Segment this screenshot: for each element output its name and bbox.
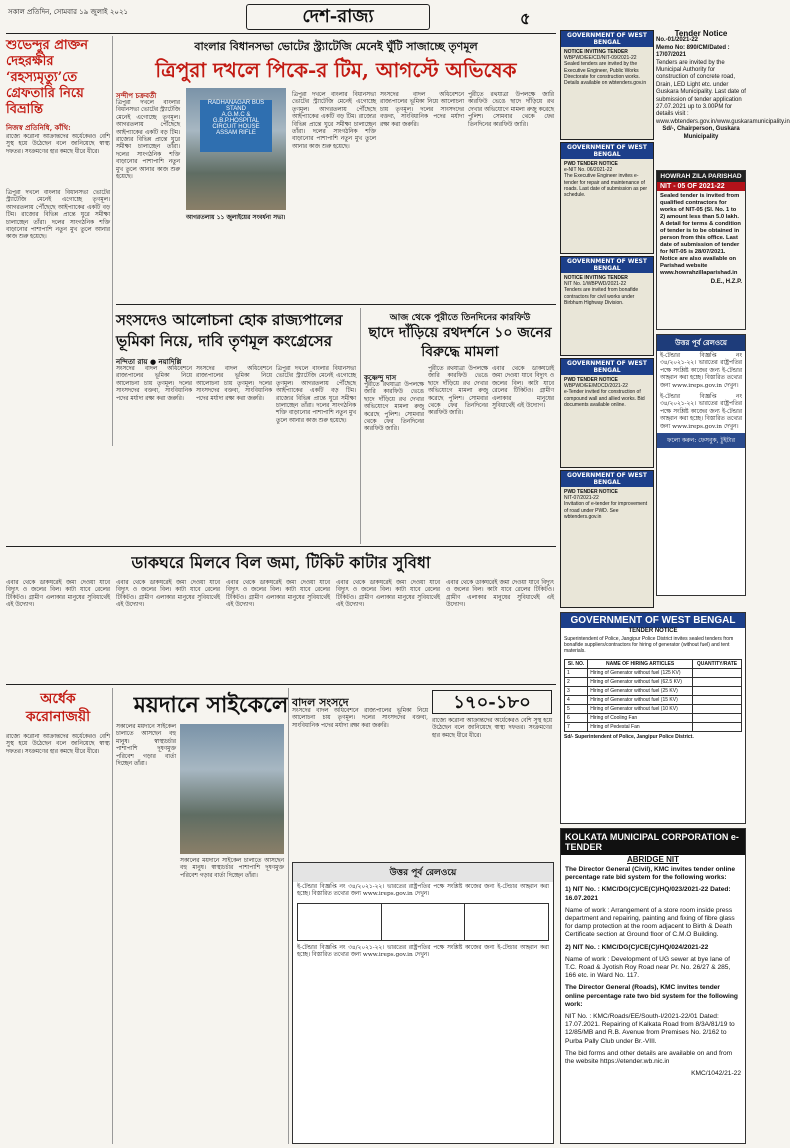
left-story-body: রাজ্যে করোনা আক্রান্তদের অর্ধেকেরও বেশি সুস্থ হয়ে উঠেছেন বলে জানিয়েছে স্বাস্থ্য দফতর। সংক্রমণের হার কমছে ধীরে ধীরে।: [6, 134, 110, 155]
lead-photo-caption: আগরতলায় ১১ জুলাইয়ের সংবর্ধনা সভা।: [186, 214, 286, 221]
story8-headline: ১৭০-১৮০: [432, 690, 552, 714]
notice-5-ref: NIT-07/2021-22: [564, 495, 599, 502]
lead-photo: [186, 88, 286, 210]
ne-railway-notice: [656, 334, 746, 596]
howrah-ref: NIT - 05 OF 2021-22: [657, 182, 745, 191]
story3-byline: কৃষ্ণেন্দু দাস: [364, 373, 397, 382]
story4-col4: এবার থেকে ডাকঘরেই জমা দেওয়া যাবে বিদ্যুৎ ও জলের বিল। কাটা যাবে রেলের টিকিটও। গ্রামীণ এলাকার মানুষের সুবিধার্থেই এই উদ্যোগ।: [336, 580, 440, 609]
kmc-p5: Name of work : Development of UG sewer at bye lane of T.C. Road & Jyotish Roy Road near Pr. No. 26/27 & 285, 166 etc. in Ward No. 117.: [565, 955, 731, 980]
story7-headline: বাদল সংসদে: [292, 696, 349, 709]
notice-3-head: GOVERNMENT OF WEST BENGAL: [561, 257, 653, 273]
notice-2-body: The Executive Engineer invites e-tender for repair and maintenance of roads. Last date of submission as per schedule.: [564, 173, 648, 199]
story6-col2: সকালের ময়দানে সাইকেল চালাতে আসছেন বহু মানুষ। স্বাস্থ্যচর্চার পাশাপাশি দূষণমুক্ত পরিবেশ গড়ার বার্তা দিচ্ছেন তাঁরা।: [180, 858, 284, 879]
rail-tender-box: [292, 862, 554, 1144]
notice-4: [560, 358, 654, 468]
story2-col1: সংসদের বাদল অধিবেশনে রাজ্যপালের ভূমিকা নিয়ে আলোচনা চায় তৃণমূল। দলের সাংসদদের বক্তব্য, সাংবিধানিক পদের মর্যাদা রক্ষা করা জরুরি।: [116, 366, 192, 402]
notice-4-ref: WBPWD/EE/MDCD/2021-22: [564, 383, 628, 390]
left-story-byline: নিজস্ব প্রতিনিধি, কাঁথি:: [6, 123, 71, 132]
kmc-p3: Name of work : Arrangement of a store room inside press department and repairing, painting and fixing of fibre glass for damp protection at the room adjacent to Birth & Death Certificate section at Ground floor of C.M.O Building.: [565, 906, 735, 939]
table-row: 6 Hiring of Cooling Fan: [565, 713, 742, 722]
ne-railway-body2: ই-টেন্ডার বিজ্ঞপ্তি নং ৩৪/২০২১-২২। ভারতের রাষ্ট্রপতির পক্ষে সংশ্লিষ্ট কাজের জন্য ই-টেন্ডার আহ্বান করা হচ্ছে। বিস্তারিত তথ্যের জন্য www.ireps.gov.in দেখুন।: [660, 394, 742, 430]
dateline: সকাল প্রতিদিন, সোমবার ১৯ জুলাই ২০২১: [8, 8, 129, 16]
kmc-p7: NIT No. : KMC/Roads/EE/South-I/2021-22/01 Dated: 17.07.2021. Repairing of Kalkata Road from 8/3A/81/19 to 12/85/MB and R.B. Avenue from Premises No. 2/162 to Purba Pally Club under Br.-VIII.: [565, 1013, 735, 1045]
gov-wb-sub: TENDER NOTICE: [628, 628, 678, 634]
rail-tender-head: উত্তর পূর্ব রেলওয়ে: [293, 863, 553, 882]
story3-kicker: আজ থেকে পুরীতে তিনদিনের কারফিউ: [389, 313, 531, 323]
notice-3-body: Tenders are invited from bonafide contractors for civil works under Birbhum Highway Division.: [564, 287, 639, 306]
ne-railway-footer: ফলো করুন: ফেসবুক, টুইটার: [657, 433, 745, 448]
story6-headline: ময়দানে সাইকেলে: [133, 692, 289, 718]
story5-headline: অর্ধেক করোনাজয়ী: [25, 691, 91, 725]
ne-railway-head: উত্তর পূর্ব রেলওয়ে: [657, 335, 745, 351]
lead-body-col1: ত্রিপুরা দখলে বাংলার বিধানসভা ভোটের স্ট্র্যাটেজি মেনেই এগোচ্ছে তৃণমূল। আগরতলায় পৌঁছেছে আইপ্যাকের একটি বড় টিম। রাজ্যের বিভিন্ন প্রান্তে ঘুরে সমীক্ষা চালাচ্ছেন তাঁরা। দলের সাংগঠনিক শক্তি বাড়ানোর পাশাপাশি নতুন মুখ তুলে আনার কাজ শুরু হয়েছে।: [116, 100, 180, 181]
left-story-headline: শুভেন্দুর প্রাক্তন দেহরক্ষীর ‘রহস্যমৃত্যু’তে গ্রেফতারি নিয়ে বিভ্রান্তি: [6, 38, 89, 117]
notice-2-head: GOVERNMENT OF WEST BENGAL: [561, 143, 653, 159]
guskara-tender: [656, 29, 790, 156]
lead-body-col3: সংসদের বাদল অধিবেশনে রাজ্যপালের ভূমিকা নিয়ে আলোচনা চায় তৃণমূল। দলের সাংসদদের বক্তব্য, সাংবিধানিক পদের মর্যাদা রক্ষা করা জরুরি।: [380, 92, 464, 128]
story3-col2: পুরীতে রথযাত্রা উপলক্ষে জারি কারফিউ ভেঙে ছাদে দাঁড়িয়ে রথ দেখার অভিযোগে মামলা রুজু করেছে পুলিশ। সোমবার থেকে ফের তিনদিনের কারফিউ জারি।: [428, 366, 488, 417]
notice-1: [560, 30, 654, 140]
notice-1-ref: WBPWD/EE/CD/NIT-09/2021-22: [564, 55, 637, 62]
kmc-sign: KMC/1042/21-22: [691, 1070, 741, 1078]
photo-sign-line2: A.G.M.C & G.B.P.HOSPITAL: [212, 112, 260, 124]
story4-col5: এবার থেকে ডাকঘরেই জমা দেওয়া যাবে বিদ্যুৎ ও জলের বিল। কাটা যাবে রেলের টিকিটও। গ্রামীণ এলাকার মানুষের সুবিধার্থেই এই উদ্যোগ।: [446, 580, 554, 609]
guskara-sign: Sd/-, Chairperson, Guskara Municipality: [662, 126, 740, 140]
page-number: ৫: [520, 9, 531, 28]
story4-col3: এবার থেকে ডাকঘরেই জমা দেওয়া যাবে বিদ্যুৎ ও জলের বিল। কাটা যাবে রেলের টিকিটও। গ্রামীণ এলাকার মানুষের সুবিধার্থেই এই উদ্যোগ।: [226, 580, 330, 609]
story6-photo: [180, 724, 284, 854]
guskara-title: Tender Notice: [674, 29, 728, 38]
story3-headline: ছাদে দাঁড়িয়ে রথদর্শনে ১০ জনের বিরুদ্ধে মামলা: [368, 325, 552, 360]
notice-2: [560, 142, 654, 254]
story2-byline: নন্দিতা রায় ● নয়াদিল্লি: [116, 357, 182, 366]
notice-4-body: e-Tender invited for construction of compound wall and allied works. Bid documents available online.: [564, 389, 645, 408]
photo-sign: [200, 100, 272, 152]
notice-5-title: PWD TENDER NOTICE: [564, 489, 618, 495]
gov-wb-body: Superintendent of Police, Jangipur Police District invites sealed tenders from bonafide suppliers/contractors for hiring of generator (without fuel) and tent materials.: [564, 636, 734, 655]
story6-col1: সকালের ময়দানে সাইকেল চালাতে আসছেন বহু মানুষ। স্বাস্থ্যচর্চার পাশাপাশি দূষণমুক্ত পরিবেশ গড়ার বার্তা দিচ্ছেন তাঁরা।: [116, 724, 176, 768]
kmc-bar: KOLKATA MUNICIPAL CORPORATION e-TENDER: [561, 829, 745, 855]
kmc-p6: The Director General (Roads), KMC invites tender online percentage rate two bid system for the following work:: [565, 984, 738, 1008]
kmc-abridge: ABRIDGE NIT: [627, 855, 679, 864]
guskara-memo: Memo No: 890/CM/Dated : 17/07/2021: [656, 44, 730, 59]
gov-wb-col1: Sl. NO.: [565, 659, 588, 668]
ne-railway-body: ই-টেন্ডার বিজ্ঞপ্তি নং ৩৪/২০২১-২২। ভারতের রাষ্ট্রপতির পক্ষে সংশ্লিষ্ট কাজের জন্য ই-টেন্ডার আহ্বান করা হচ্ছে। বিস্তারিত তথ্যের জন্য www.ireps.gov.in দেখুন।: [660, 353, 742, 389]
kmc-p1: The Director General (Civil), KMC invites tender online percentage rate bid system for the following works:: [565, 866, 736, 882]
table-row: 5 Hiring of Generator without fuel (10 KV): [565, 704, 742, 713]
howrah-sign: D.E., H.Z.P.: [710, 279, 742, 285]
notice-1-head: GOVERNMENT OF WEST BENGAL: [561, 31, 653, 47]
notice-5-body: Invitation of e-tender for improvement of road under PWD. See wbtenders.gov.in: [564, 501, 648, 520]
howrah-body: Sealed tender is invited from qualified contractors for works of NIT-05 (Sl. No. 1 to 2) amount less than 5.0 lakh. A detail for terms & condition of tender is to be obtained in person from this office. Last date of submission of tender for NIT-05 is 28/07/2021. Notice are also available on Parishad website www.howrahzillaparishad.in: [660, 193, 741, 276]
table-row: 4 Hiring of Generator without fuel (15 KV): [565, 695, 742, 704]
story3-col3: এবার থেকে ডাকঘরেই জমা দেওয়া যাবে বিদ্যুৎ ও জলের বিল। কাটা যাবে রেলের টিকিটও। গ্রামীণ এলাকার মানুষের সুবিধার্থেই এই উদ্যোগ।: [492, 366, 554, 410]
gov-wb-col3: QUANTITY/RATE: [693, 659, 742, 668]
table-row: 7 Hiring of Pedestal Fan: [565, 722, 742, 731]
photo-sign-line1: RADHANAGAR BUS STAND: [207, 100, 265, 112]
lead-kicker: বাংলার বিধানসভা ভোটের স্ট্র্যাটেজি মেনেই ঘুঁটি সাজাচ্ছে তৃণমূল: [194, 40, 478, 53]
howrah-banner: HOWRAH ZILA PARISHAD: [657, 171, 745, 182]
gov-wb-tender: [560, 612, 746, 824]
notice-2-title: PWD TENDER NOTICE: [564, 161, 618, 167]
masthead-rule: [6, 33, 556, 34]
story8-body: রাজ্যে করোনা আক্রান্তদের অর্ধেকেরও বেশি সুস্থ হয়ে উঠেছেন বলে জানিয়েছে স্বাস্থ্য দফতর। সংক্রমণের হার কমছে ধীরে ধীরে।: [432, 718, 552, 739]
rail-tender-table: [297, 903, 549, 941]
story4-col2: এবার থেকে ডাকঘরেই জমা দেওয়া যাবে বিদ্যুৎ ও জলের বিল। কাটা যাবে রেলের টিকিটও। গ্রামীণ এলাকার মানুষের সুবিধার্থেই এই উদ্যোগ।: [116, 580, 220, 609]
notice-4-head: GOVERNMENT OF WEST BENGAL: [561, 359, 653, 375]
notice-4-title: PWD TENDER NOTICE: [564, 377, 618, 383]
notice-1-body: Sealed tenders are invited by the Executive Engineer, Public Works Directorate for construction works. Details available on wbtenders.gov.in: [564, 61, 647, 87]
gov-wb-table: [564, 659, 742, 732]
gov-wb-col2: NAME OF HIRING ARTICLES: [588, 659, 693, 668]
notice-5-head: GOVERNMENT OF WEST BENGAL: [561, 471, 653, 487]
kmc-p2: 1) NIT No. : KMC/DG(C)/CE(C)/HQ/023/2021-22 Dated: 16.07.2021: [565, 886, 731, 902]
kmc-tender: [560, 828, 746, 1144]
guskara-body: Tenders are invited by the Municipal Authority for construction of concrete road, Drain, LED Light etc. under Guskara Municipality. Last date of submission of tender application 27.07.2021 up to 3.00PM for details visit : www.wbtenders.gov.in/www.guskaramunicipality.in: [656, 59, 790, 125]
notice-3: [560, 256, 654, 356]
lead-byline: সন্দীপ চক্রবর্তী: [116, 91, 157, 100]
story2-col2: সংসদের বাদল অধিবেশনে রাজ্যপালের ভূমিকা নিয়ে আলোচনা চায় তৃণমূল। দলের সাংসদদের বক্তব্য, সাংবিধানিক পদের মর্যাদা রক্ষা করা জরুরি।: [196, 366, 272, 402]
story2-col3: ত্রিপুরা দখলে বাংলার বিধানসভা ভোটের স্ট্র্যাটেজি মেনেই এগোচ্ছে তৃণমূল। আগরতলায় পৌঁছেছে আইপ্যাকের একটি বড় টিম। রাজ্যের বিভিন্ন প্রান্তে ঘুরে সমীক্ষা চালাচ্ছেন তাঁরা। দলের সাংগঠনিক শক্তি বাড়ানোর পাশাপাশি নতুন মুখ তুলে আনার কাজ শুরু হয়েছে।: [276, 366, 356, 424]
photo-sign-line3: CIRCUIT HOUSE: [212, 124, 260, 130]
rail-tender-body2: ই-টেন্ডার বিজ্ঞপ্তি নং ৩৪/২০২১-২২। ভারতের রাষ্ট্রপতির পক্ষে সংশ্লিষ্ট কাজের জন্য ই-টেন্ডার আহ্বান করা হচ্ছে। বিস্তারিত তথ্যের জন্য www.ireps.gov.in দেখুন।: [297, 944, 549, 959]
gov-wb-head: GOVERNMENT OF WEST BENGAL: [561, 613, 745, 628]
howrah-notice: [656, 170, 746, 330]
story3-col1: পুরীতে রথযাত্রা উপলক্ষে জারি কারফিউ ভেঙে ছাদে দাঁড়িয়ে রথ দেখার অভিযোগে মামলা রুজু করেছে পুলিশ। সোমবার থেকে ফের তিনদিনের কারফিউ জারি।: [364, 382, 424, 433]
story4-col1: এবার থেকে ডাকঘরেই জমা দেওয়া যাবে বিদ্যুৎ ও জলের বিল। কাটা যাবে রেলের টিকিটও। গ্রামীণ এলাকার মানুষের সুবিধার্থেই এই উদ্যোগ।: [6, 580, 110, 609]
kmc-p4: 2) NIT No. : KMC/DG(C)/CE(C)/HQ/024/2021-22: [565, 943, 709, 951]
lead-body-col2: ত্রিপুরা দখলে বাংলার বিধানসভা ভোটের স্ট্র্যাটেজি মেনেই এগোচ্ছে তৃণমূল। আগরতলায় পৌঁছেছে আইপ্যাকের একটি বড় টিম। রাজ্যের বিভিন্ন প্রান্তে ঘুরে সমীক্ষা চালাচ্ছেন তাঁরা। দলের সাংগঠনিক শক্তি বাড়ানোর পাশাপাশি নতুন মুখ তুলে আনার কাজ শুরু হয়েছে।: [292, 92, 376, 150]
notice-5: [560, 470, 654, 608]
photo-sign-line4: ASSAM RIFLE: [216, 130, 256, 136]
notice-3-ref: NIT No. 1/WBPWD/2021-22: [564, 281, 627, 288]
notice-2-ref: e-NIT No. 06/2021-22: [564, 167, 613, 174]
left-story: [6, 38, 110, 188]
rail-tender-body: ই-টেন্ডার বিজ্ঞপ্তি নং ৩৪/২০২১-২২। ভারতের রাষ্ট্রপতির পক্ষে সংশ্লিষ্ট কাজের জন্য ই-টেন্ডার আহ্বান করা হচ্ছে। বিস্তারিত তথ্যের জন্য www.ireps.gov.in দেখুন।: [297, 884, 549, 898]
gov-wb-sign: Sd/- Superintendent of Police, Jangipur Police District.: [564, 733, 694, 740]
left-story-body2: ত্রিপুরা দখলে বাংলার বিধানসভা ভোটের স্ট্র্যাটেজি মেনেই এগোচ্ছে তৃণমূল। আগরতলায় পৌঁছেছে আইপ্যাকের একটি বড় টিম। রাজ্যের বিভিন্ন প্রান্তে ঘুরে সমীক্ষা চালাচ্ছেন তাঁরা। দলের সাংগঠনিক শক্তি বাড়ানোর পাশাপাশি নতুন মুখ তুলে আনার কাজ শুরু হয়েছে।: [6, 190, 110, 241]
table-row: 3 Hiring of Generator without fuel (25 KV): [565, 686, 742, 695]
table-row: 1 Hiring of Generator without fuel (125 KV): [565, 668, 742, 677]
section-title: দেশ-রাজ্য: [246, 4, 430, 30]
story5-body: রাজ্যে করোনা আক্রান্তদের অর্ধেকেরও বেশি সুস্থ হয়ে উঠেছেন বলে জানিয়েছে স্বাস্থ্য দফতর। সংক্রমণের হার কমছে ধীরে ধীরে।: [6, 734, 110, 755]
notice-1-title: NOTICE INVITING TENDER: [564, 49, 628, 55]
table-row: 2 Hiring of Generator without fuel (62.5 KV): [565, 677, 742, 686]
lead-body-col4: পুরীতে রথযাত্রা উপলক্ষে জারি কারফিউ ভেঙে ছাদে দাঁড়িয়ে রথ দেখার অভিযোগে মামলা রুজু করেছে পুলিশ। সোমবার থেকে ফের তিনদিনের কারফিউ জারি।: [468, 92, 554, 128]
guskara-ref: No.-01/2021-22: [656, 37, 699, 44]
kmc-p8: The bid forms and other details are available on and from the website https://etender.wb.nic.in: [565, 1049, 733, 1066]
story7-body: সংসদের বাদল অধিবেশনে রাজ্যপালের ভূমিকা নিয়ে আলোচনা চায় তৃণমূল। দলের সাংসদদের বক্তব্য, সাংবিধানিক পদের মর্যাদা রক্ষা করা জরুরি।: [292, 708, 428, 729]
story4-headline: ডাকঘরে মিলবে বিল জমা, টিকিট কাটার সুবিধা: [131, 553, 431, 572]
lead-headline: ত্রিপুরা দখলে পিকে-র টিম, আগস্টে অভিষেক: [155, 58, 517, 82]
story2-headline: সংসদেও আলোচনা হোক রাজ্যপালের ভূমিকা নিয়ে, দাবি তৃণমূল কংগ্রেসের: [116, 311, 343, 350]
notice-3-title: NOTICE INVITING TENDER: [564, 275, 628, 281]
